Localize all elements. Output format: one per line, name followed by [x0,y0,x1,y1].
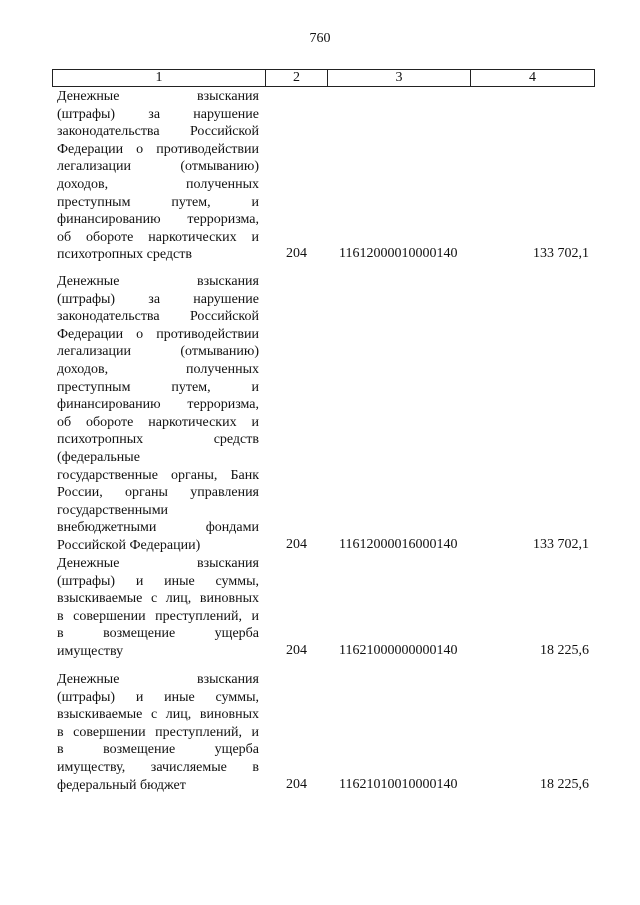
description-line: внебюджетными фондами [57,520,259,536]
description-line: (штрафы) за нарушение [57,106,259,122]
description-line: финансированию терроризма, [57,212,259,228]
description-line: (федеральные [57,449,140,465]
description-line: финансированию терроризма, [57,397,259,413]
description-line: Денежные взыскания [57,274,259,289]
description-line: в возмещение ущерба [57,626,259,642]
table-header [52,69,595,87]
description-line: законодательства Российской [57,309,259,325]
description-line: имуществу, зачисляемые в [57,759,259,775]
description-line: Денежные взыскания [57,556,259,571]
description-line: России, органы управления [57,485,259,501]
admin-code: 204 [286,537,307,552]
budget-classification-code: 11621000000000140 [339,643,458,658]
budget-classification-code: 11621010010000140 [339,776,458,792]
table-row [57,671,589,794]
description-line: доходов, полученных [57,176,259,192]
description-line: доходов, полученных [57,361,259,377]
budget-classification-code: 11612000010000140 [339,246,458,262]
income-description [57,671,259,794]
description-line: взыскиваемые с лиц, виновных [57,707,259,723]
description-line: (штрафы) и иные суммы, [57,573,259,589]
description-line: законодательства Российской [57,124,259,140]
admin-code: 204 [286,776,307,792]
income-description [57,88,259,264]
description-line: преступным путем, и [57,379,259,395]
description-line: федеральный бюджет [57,777,186,793]
description-line: имуществу [57,643,124,659]
description-line: психотропных средств [57,432,259,448]
description-line: (штрафы) и иные суммы, [57,689,259,705]
income-description [57,555,259,661]
table-row [57,555,589,661]
description-line: психотропных средств [57,247,192,263]
table-row [57,88,589,264]
column-header-4: 4 [529,70,536,85]
income-description [57,273,259,555]
description-line: государственными [57,502,169,518]
description-line: государственные органы, Банк [57,467,259,483]
description-line: легализации (отмыванию) [57,344,259,360]
amount: 133 702,1 [533,537,589,552]
admin-code: 204 [286,643,307,658]
description-line: Российской Федерации) [57,537,201,553]
description-line: Денежные взыскания [57,89,259,104]
description-line: легализации (отмыванию) [57,159,259,175]
budget-classification-code: 11612000016000140 [339,537,458,552]
description-line: в возмещение ущерба [57,742,259,758]
column-header-2: 2 [266,70,328,86]
column-header-1: 1 [53,70,266,86]
table-row [57,273,589,555]
description-line: взыскиваемые с лиц, виновных [57,591,259,607]
page-number: 760 [309,31,331,46]
description-line: Федерации о противодействии [57,326,259,342]
description-line: в совершении преступлений, и [57,608,259,624]
amount: 18 225,6 [540,776,589,792]
description-line: (штрафы) за нарушение [57,291,259,307]
description-line: об обороте наркотических и [57,229,259,245]
amount: 133 702,1 [533,246,589,262]
description-line: в совершении преступлений, и [57,724,259,740]
admin-code: 204 [286,246,307,262]
description-line: Денежные взыскания [57,672,259,687]
description-line: об обороте наркотических и [57,414,259,430]
description-line: преступным путем, и [57,194,259,210]
amount: 18 225,6 [540,643,589,658]
column-header-3: 3 [328,70,471,86]
description-line: Федерации о противодействии [57,141,259,157]
